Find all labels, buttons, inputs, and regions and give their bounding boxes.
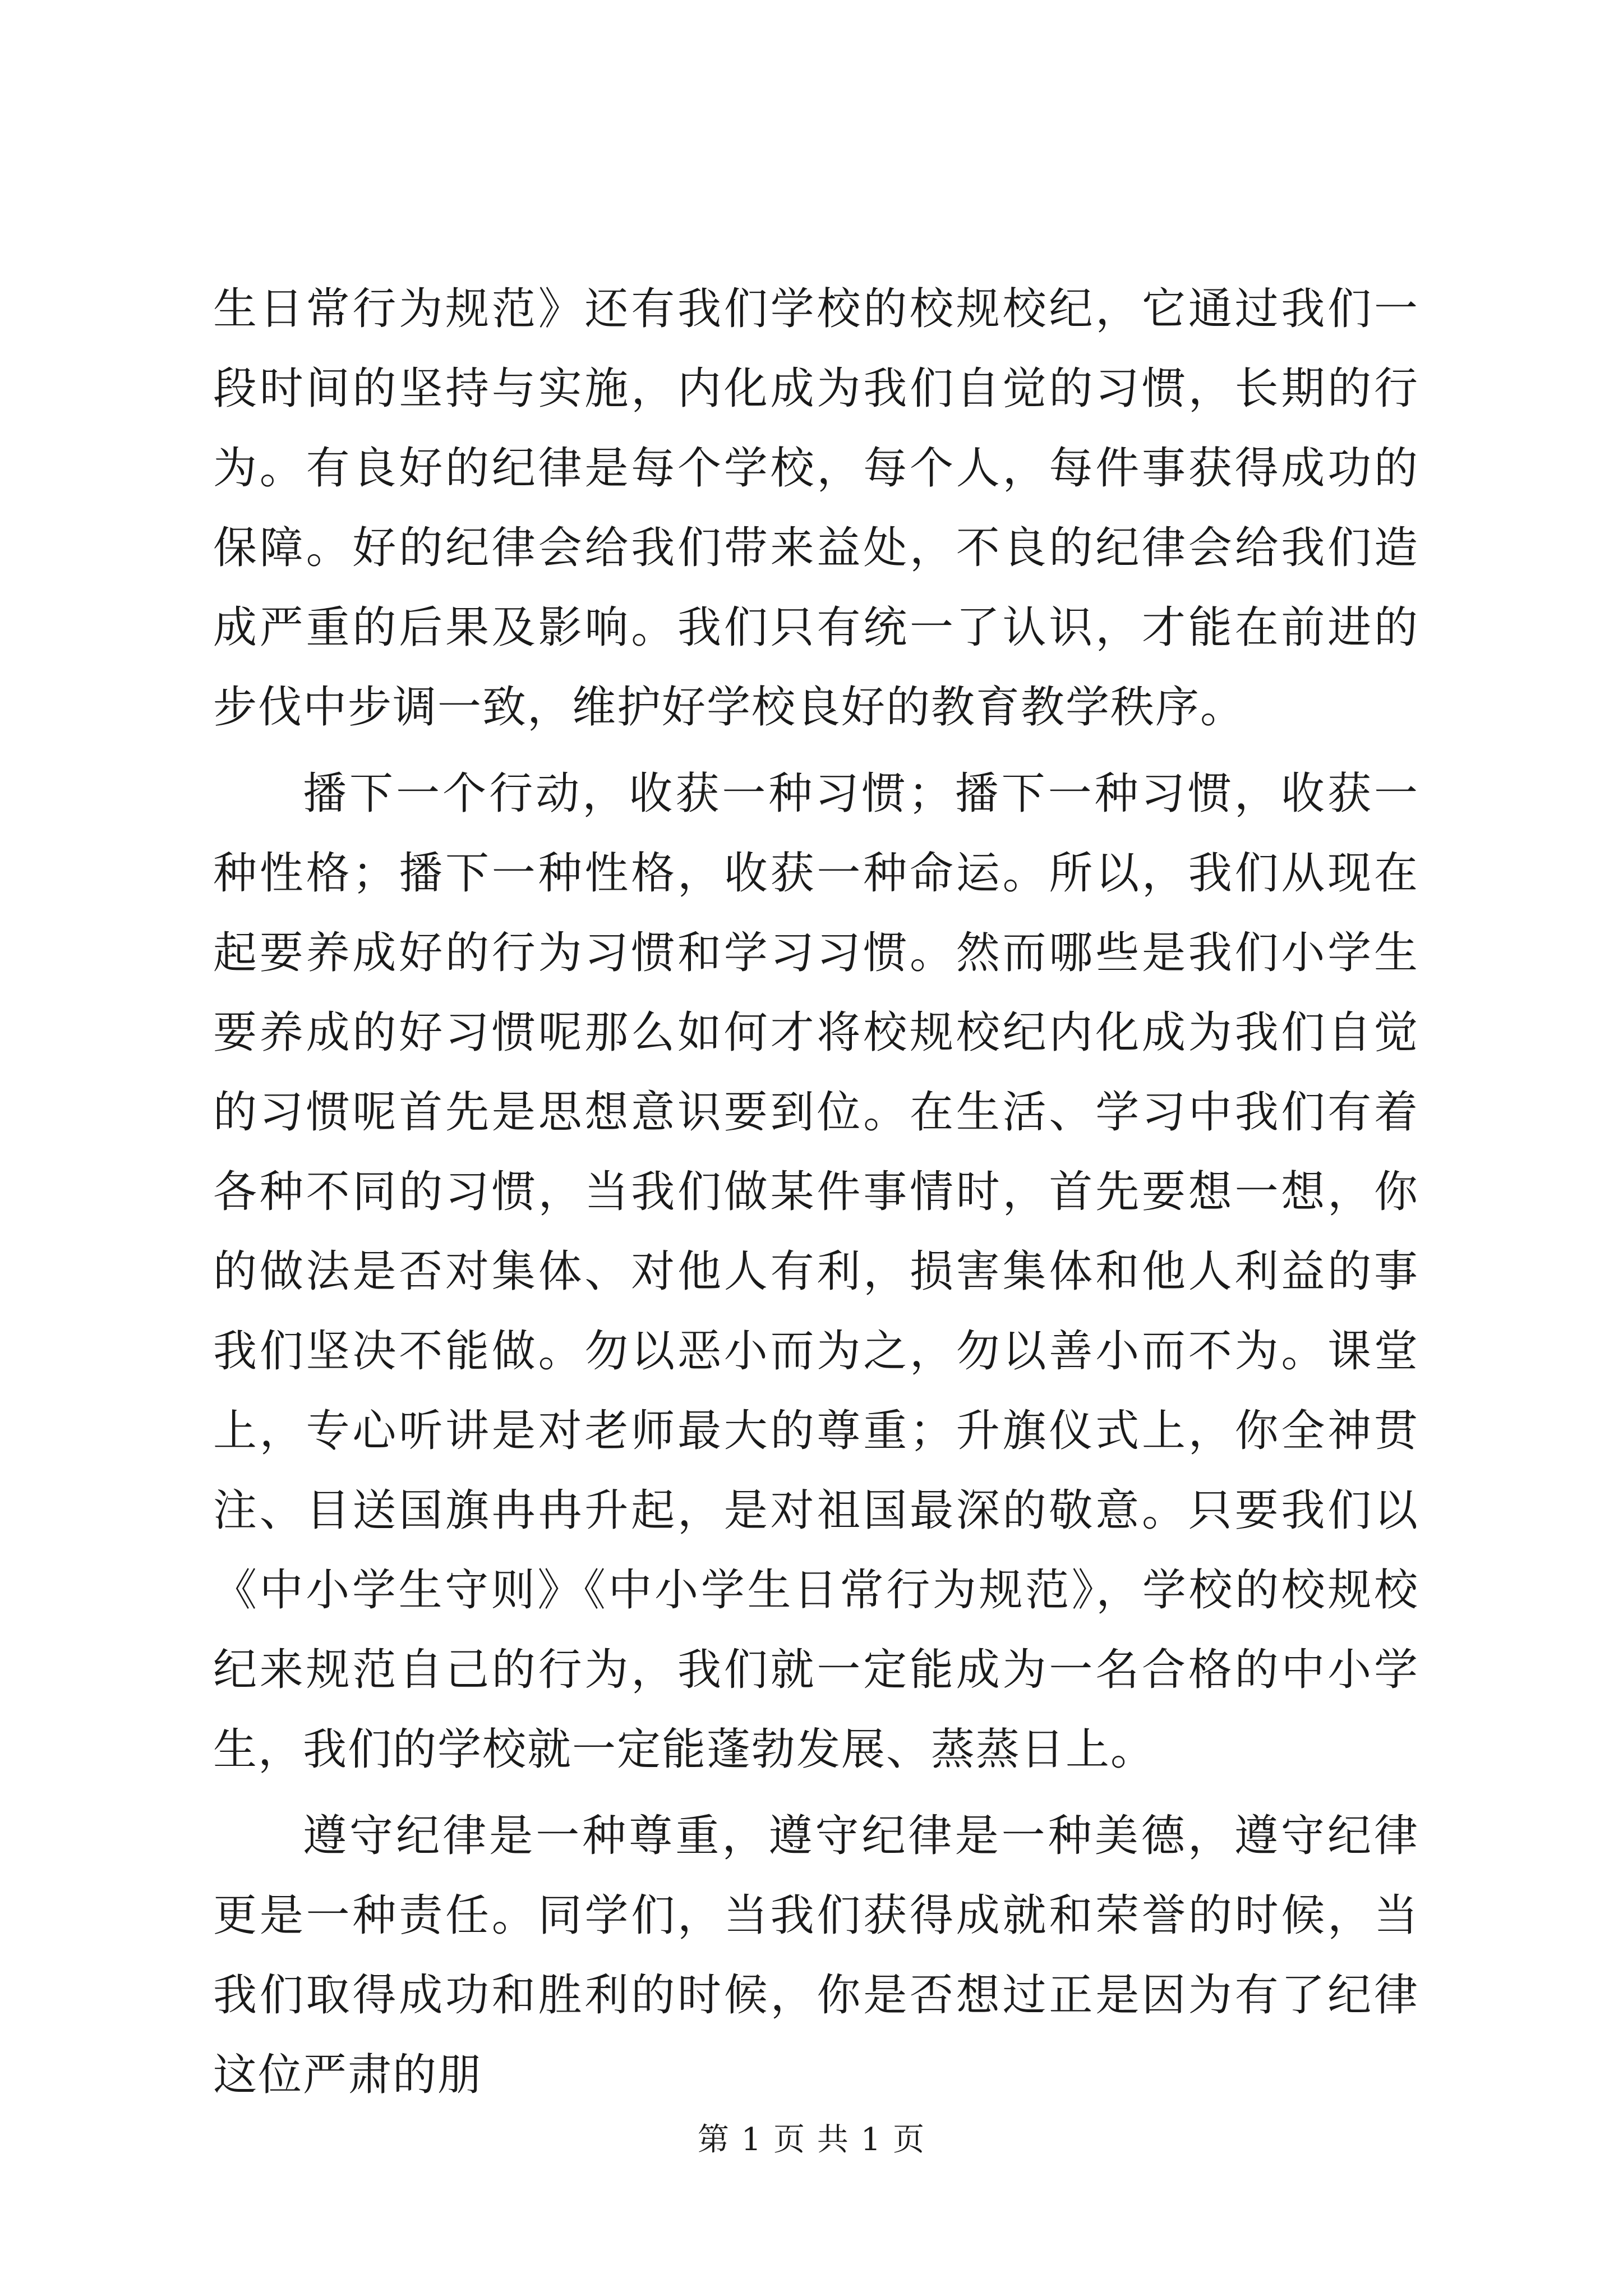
paragraph-2: 播下一个行动，收获一种习惯；播下一种习惯，收获一种性格；播下一种性格，收获一种命运。所以，我们从现在起要养成好的行为习惯和学习习惯。然而哪些是我们小学生要养成的好习惯呢那么如何才将校规校纪内化成为我们自觉的习惯呢首先是思想意识要到位。在生活、学习中我们有着各种不同的习惯，当我们做某件事情时，首先要想一想，你的做法是否对集体、对他人有利，损害集体和他人利益的事我们坚决不能做。勿以恶小而为之，勿以善小而不为。课堂上，专心听讲是对老师最大的尊重；升旗仪式上，你全神贯注、目送国旗冉冉升起，是对祖国最深的敬意。只要我们以《中小学生守则》《中小学生日常行为规范》，学校的校规校纪来规范自己的行为，我们就一定能成为一名合格的中小学生，我们的学校就一定能蓬勃发展、蒸蒸日上。 xyxy=(213,769,1419,1775)
paragraph-1: 生日常行为规范》还有我们学校的校规校纪，它通过我们一段时间的坚持与实施，内化成为我们自觉的习惯，长期的行为。有良好的纪律是每个学校，每个人，每件事获得成功的保障。好的纪律会给我们带来益处，不良的纪律会给我们造成严重的后果及影响。我们只有统一了认识，才能在前进的步伐中步调一致，维护好学校良好的教育教学秩序。 xyxy=(213,284,1419,733)
document-body xyxy=(213,269,1419,2122)
page-footer: 第 1 页 共 1 页 xyxy=(697,2122,926,2158)
paragraph-3: 遵守纪律是一种尊重，遵守纪律是一种美德，遵守纪律更是一种责任。同学们，当我们获得成就和荣誉的时候，当我们取得成功和胜利的时候，你是否想过正是因为有了纪律这位严肃的朋 xyxy=(213,1811,1419,2100)
